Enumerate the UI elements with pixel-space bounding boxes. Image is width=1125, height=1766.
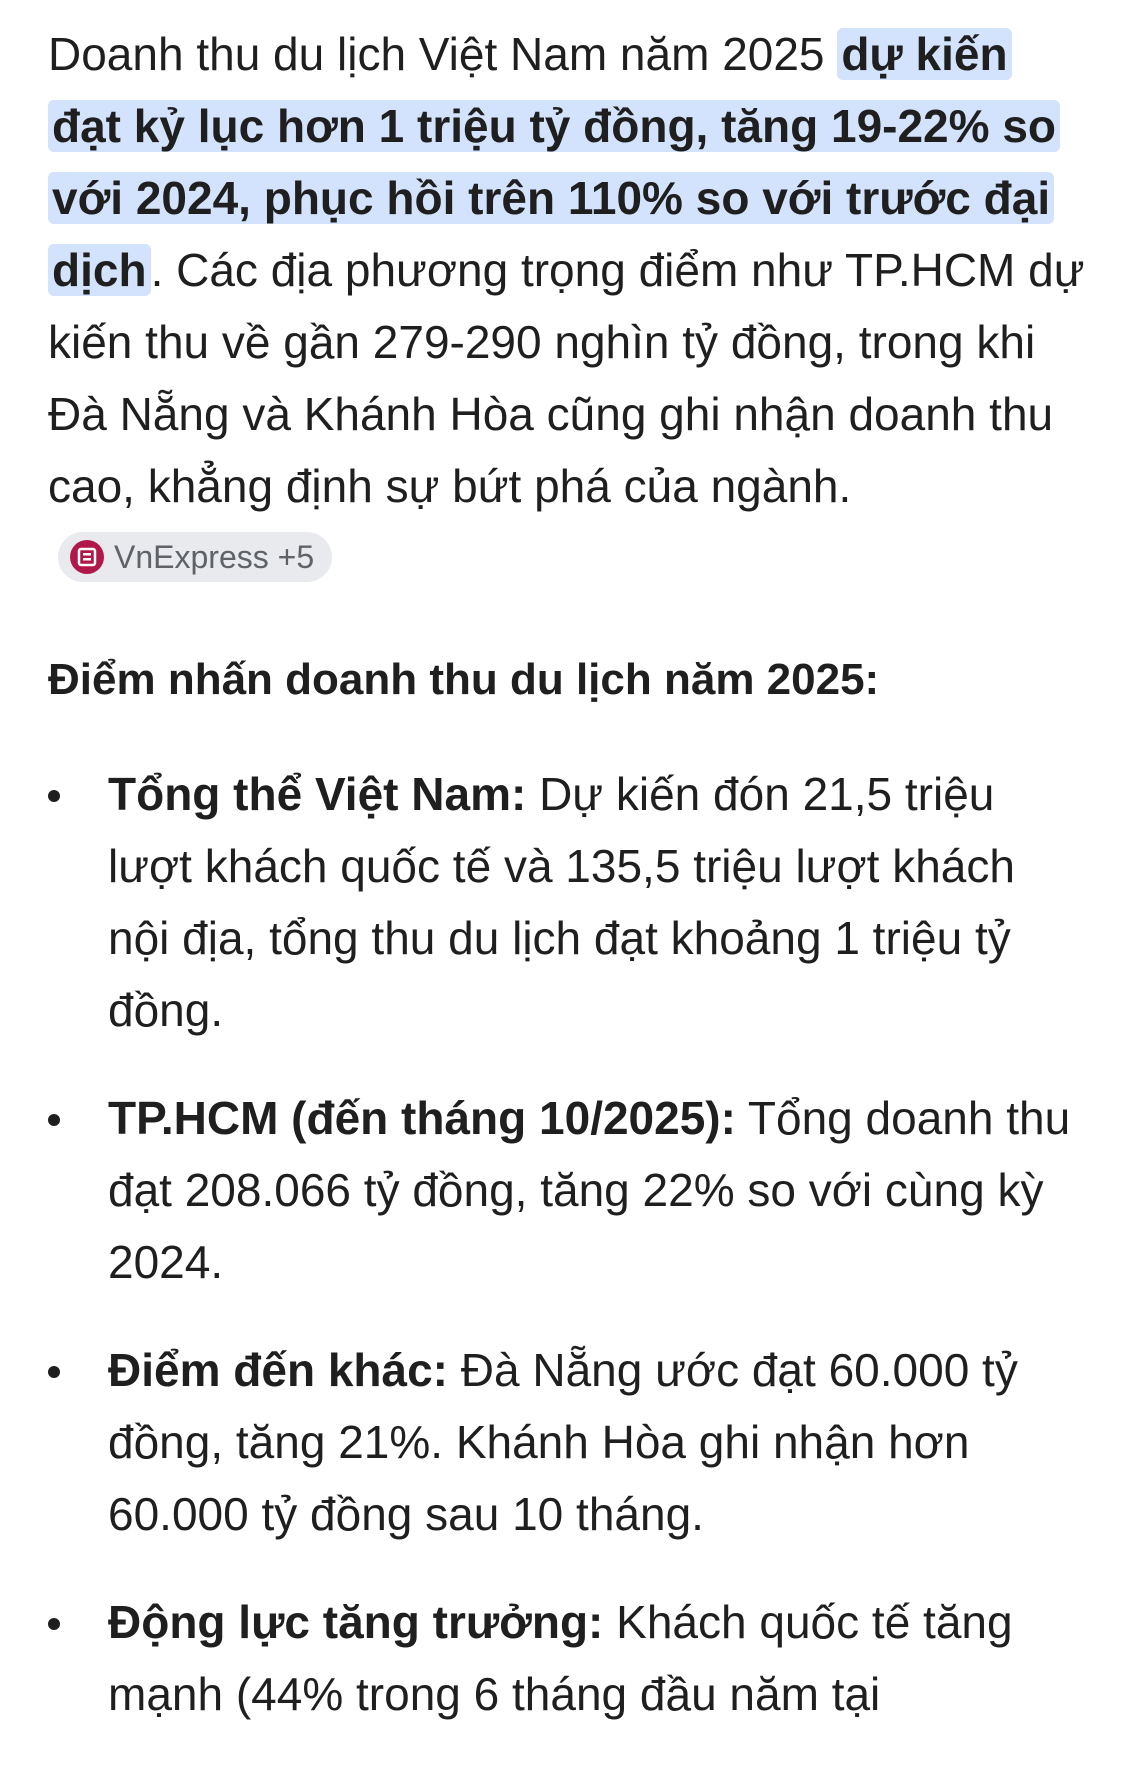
highlights-list — [48, 758, 1088, 1730]
bullet-icon — [48, 790, 60, 802]
list-item-text: Tổng doanh thu đạt 208.066 tỷ đồng, tăng 22% so với cùng kỳ 2024. — [108, 1092, 1071, 1288]
source-chip-label: VnExpress +5 — [114, 539, 315, 575]
intro-lead: Doanh thu du lịch Việt Nam năm 2025 — [48, 28, 838, 80]
list-item-title: Điểm đến khác: — [108, 1344, 448, 1396]
response-content — [48, 18, 1088, 1766]
highlighted-text[interactable]: dự kiến đạt kỷ lục hơn 1 triệu tỷ đồng, tăng 19-22% so với 2024, phục hồi trên 110% so với trước đại dịch — [48, 28, 1060, 296]
vnexpress-logo-icon — [70, 540, 104, 574]
list-item-text: Đà Nẵng ước đạt 60.000 tỷ đồng, tăng 21%. Khánh Hòa ghi nhận hơn 60.000 tỷ đồng sau 10 tháng. — [108, 1344, 1018, 1540]
list-item-text: Dự kiến đón 21,5 triệu lượt khách quốc tế và 135,5 triệu lượt khách nội địa, tổng thu du lịch đạt khoảng 1 triệu tỷ đồng. — [108, 768, 1015, 1036]
list-item-title: TP.HCM (đến tháng 10/2025): — [108, 1092, 736, 1144]
bullet-icon — [48, 1366, 60, 1378]
bullet-icon — [48, 1618, 60, 1630]
list-item — [48, 758, 1088, 1046]
section-heading: Điểm nhấn doanh thu du lịch năm 2025: — [48, 655, 880, 704]
list-item-title: Tổng thể Việt Nam: — [108, 768, 527, 820]
list-item — [48, 1082, 1088, 1298]
list-item-title: Động lực tăng trưởng: — [108, 1596, 604, 1648]
list-item — [48, 1334, 1088, 1550]
source-chip[interactable] — [58, 532, 332, 582]
list-item — [48, 1586, 1088, 1730]
list-item-text: Khách quốc tế tăng mạnh (44% trong 6 tháng đầu năm tại — [108, 1596, 1013, 1720]
bullet-icon — [48, 1114, 60, 1126]
intro-rest: . Các địa phương trọng điểm như TP.HCM dự kiến thu về gần 279-290 nghìn tỷ đồng, trong khi Đà Nẵng và Khánh Hòa cũng ghi nhận doanh thu cao, khẳng định sự bứt phá của ngành. — [48, 244, 1085, 512]
intro-paragraph — [48, 18, 1088, 594]
